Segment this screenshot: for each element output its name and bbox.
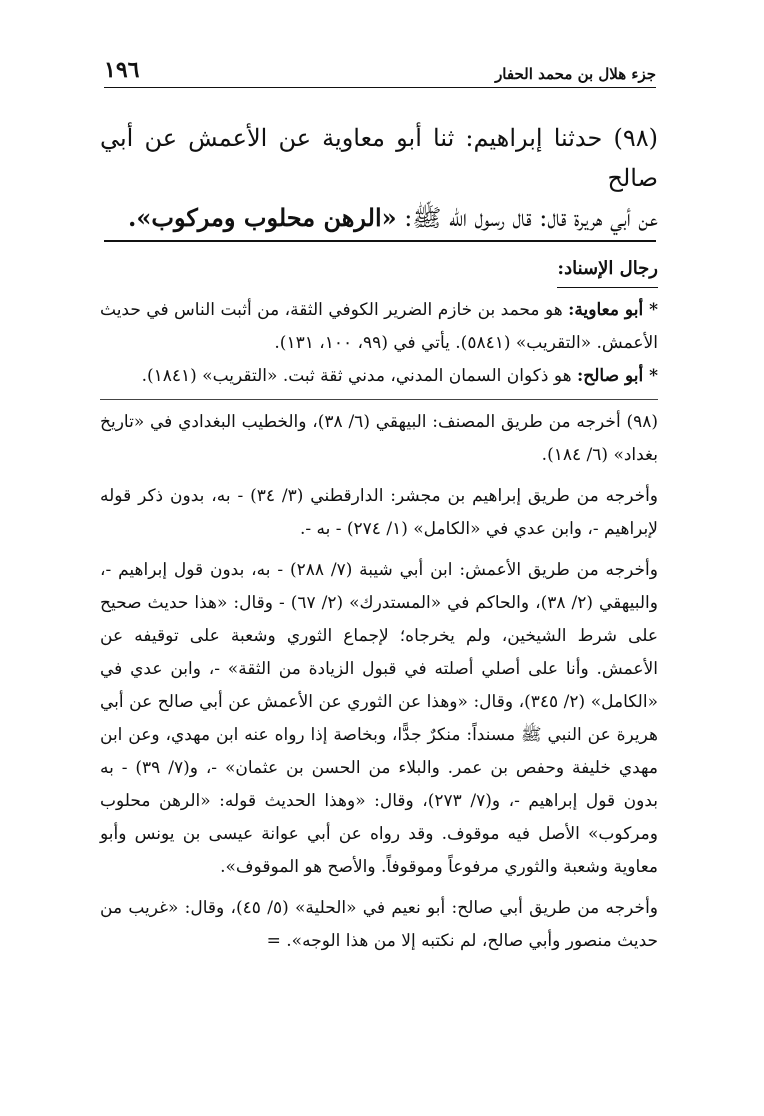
hadith-line-2 (100, 198, 658, 238)
takhrij-1: (٩٨) أخرجه من طريق المصنف: البيهقي (٦/ ٣٨)، والخطيب البغدادي في «تاريخ بغداد» (٦/ ١٨٤). (100, 412, 658, 465)
page-number: ١٩٦ (104, 57, 140, 83)
rijal-note-1 (100, 294, 658, 360)
book-title: جزء هلال بن محمد الحفار (495, 65, 656, 83)
footnotes (100, 252, 658, 958)
hadith-line-1: (٩٨) حدثنا إبراهيم: ثنا أبو معاوية عن الأعمش عن أبي صالح (100, 124, 658, 192)
footnote-separator (104, 240, 656, 242)
hadith-line-2-a: عن أبي هريرة قال: قال رسول الله ﷺ: (396, 204, 658, 232)
takhrij-4: وأخرجه من طريق أبي صالح: أبو نعيم في «الحلية» (٥/ ٤٥)، وقال: «غريب من حديث منصور وأبي صالح، لم نكتبه إلا من هذا الوجه». = (100, 898, 659, 951)
rijal-name-2: * أبو صالح: (576, 366, 658, 386)
rijal-text-1: هو محمد بن خازم الضرير الكوفي الثقة، من أثبت الناس في حديث الأعمش. «التقريب» (٥٨٤١). يأتي في (٩٩، ١٠٠، ١٣١). (100, 300, 658, 353)
rijal-name-1: * أبو معاوية: (568, 300, 659, 320)
running-header (104, 58, 656, 88)
hadith-matn: «الرهن محلوب ومركوب». (128, 203, 397, 232)
rijal-divider (100, 399, 658, 400)
rijal-note-2 (100, 360, 658, 393)
rijal-text-2: هو ذكوان السمان المدني، مدني ثقة ثبت. «التقريب» (١٨٤١). (141, 366, 577, 386)
takhrij-3: وأخرجه من طريق الأعمش: ابن أبي شيبة (٧/ ٢٨٨) - به، بدون قول إبراهيم -، والبيهقي (٢/ ٣٨)، والحاكم في «المستدرك» (٢/ ٦٧) - وقال: «هذا حديث صحيح على شرط الشيخين، ولم يخرجاه؛ لإجماع الثوري وشعبة على توقيفه عن الأعمش. وأنا على أصلي أصلته في قبول الزيادة من الثقة» -، وابن عدي في «الكامل» (٢/ ٣٤٥)، وقال: «وهذا عن الثوري عن الأعمش عن أبي صالح عن أبي هريرة عن النبي ﷺ مسنداً: منكرٌ جدًّا، وبخاصة إذا رواه عنه ابن مهدي، وعن ابن مهدي خليفة وحفص بن عمر. والبلاء من الحسن بن عثمان» -، و(٧/ ٣٩) - به بدون قول إبراهيم -، و(٧/ ٢٧٣)، وقال: «وهذا الحديث قوله: «الرهن محلوب ومركوب» الأصل فيه موقوف. وقد رواه عن أبي عوانة عيسى بن يونس وأبو معاوية وشعبة والثوري مرفوعاً وموقوفاً. والأصح هو الموقوف». (100, 560, 659, 877)
takhrij-2: وأخرجه من طريق إبراهيم بن مجشر: الدارقطني (٣/ ٣٤) - به، بدون ذكر قوله لإبراهيم -، وابن عدي في «الكامل» (١/ ٢٧٤) - به -. (100, 486, 659, 539)
hadith-text (100, 118, 658, 238)
rijal-heading: رجال الإسناد: (557, 252, 658, 288)
